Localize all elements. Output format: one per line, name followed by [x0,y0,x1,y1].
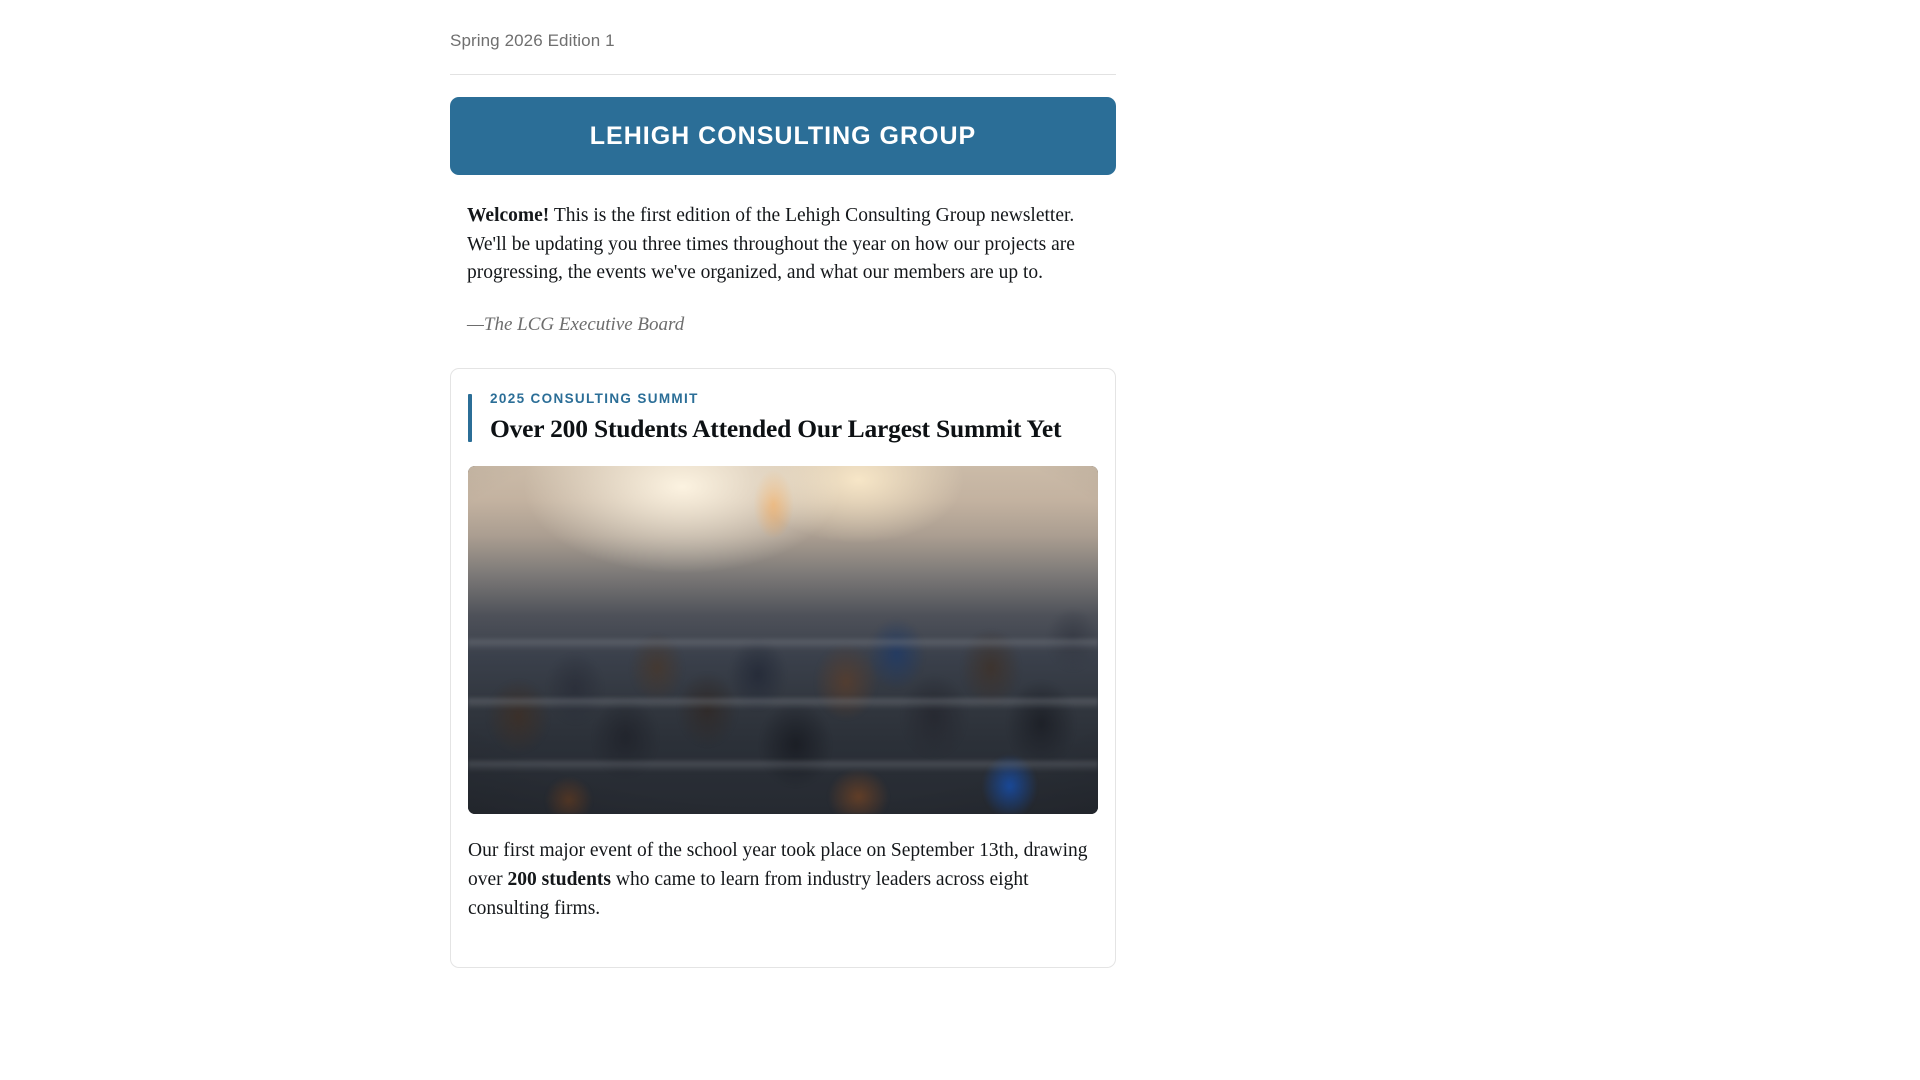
article-accent-bar [468,394,472,443]
intro-lead-in: Welcome! [467,205,550,227]
article-header [468,391,1098,445]
intro-signature: —The LCG Executive Board [467,314,685,336]
edition-label: Spring 2026 Edition 1 [450,31,615,50]
article-image-vignette [468,466,1098,814]
newsletter-title: LEHIGH CONSULTING GROUP [589,121,977,150]
article-body [468,837,1098,923]
intro-body-text: This is the first edition of the Lehigh Consulting Group newsletter. We'll be updating you three times throughout the year on how our projects are progressing, the events we've organized, and what our members are up to. [467,205,1075,284]
newsletter-banner [450,97,1116,175]
newsletter-column [450,0,1116,968]
article-image [468,466,1098,814]
article-body-part2: who came to learn from industry leaders across eight consulting firms. [468,869,1029,919]
article-body-part1: Our first major event of the school year took place on September 13th, drawing over [468,840,1088,891]
intro-paragraph [467,202,1098,288]
article-kicker: 2025 CONSULTING SUMMIT [490,390,699,406]
article-card[interactable] [450,368,1116,968]
masthead [450,0,1116,75]
masthead-divider [450,74,1116,75]
article-body-emphasis: 200 students [507,869,612,891]
intro-section [450,202,1116,288]
article-headline: Over 200 Students Attended Our Largest Summit Yet [490,413,1062,443]
